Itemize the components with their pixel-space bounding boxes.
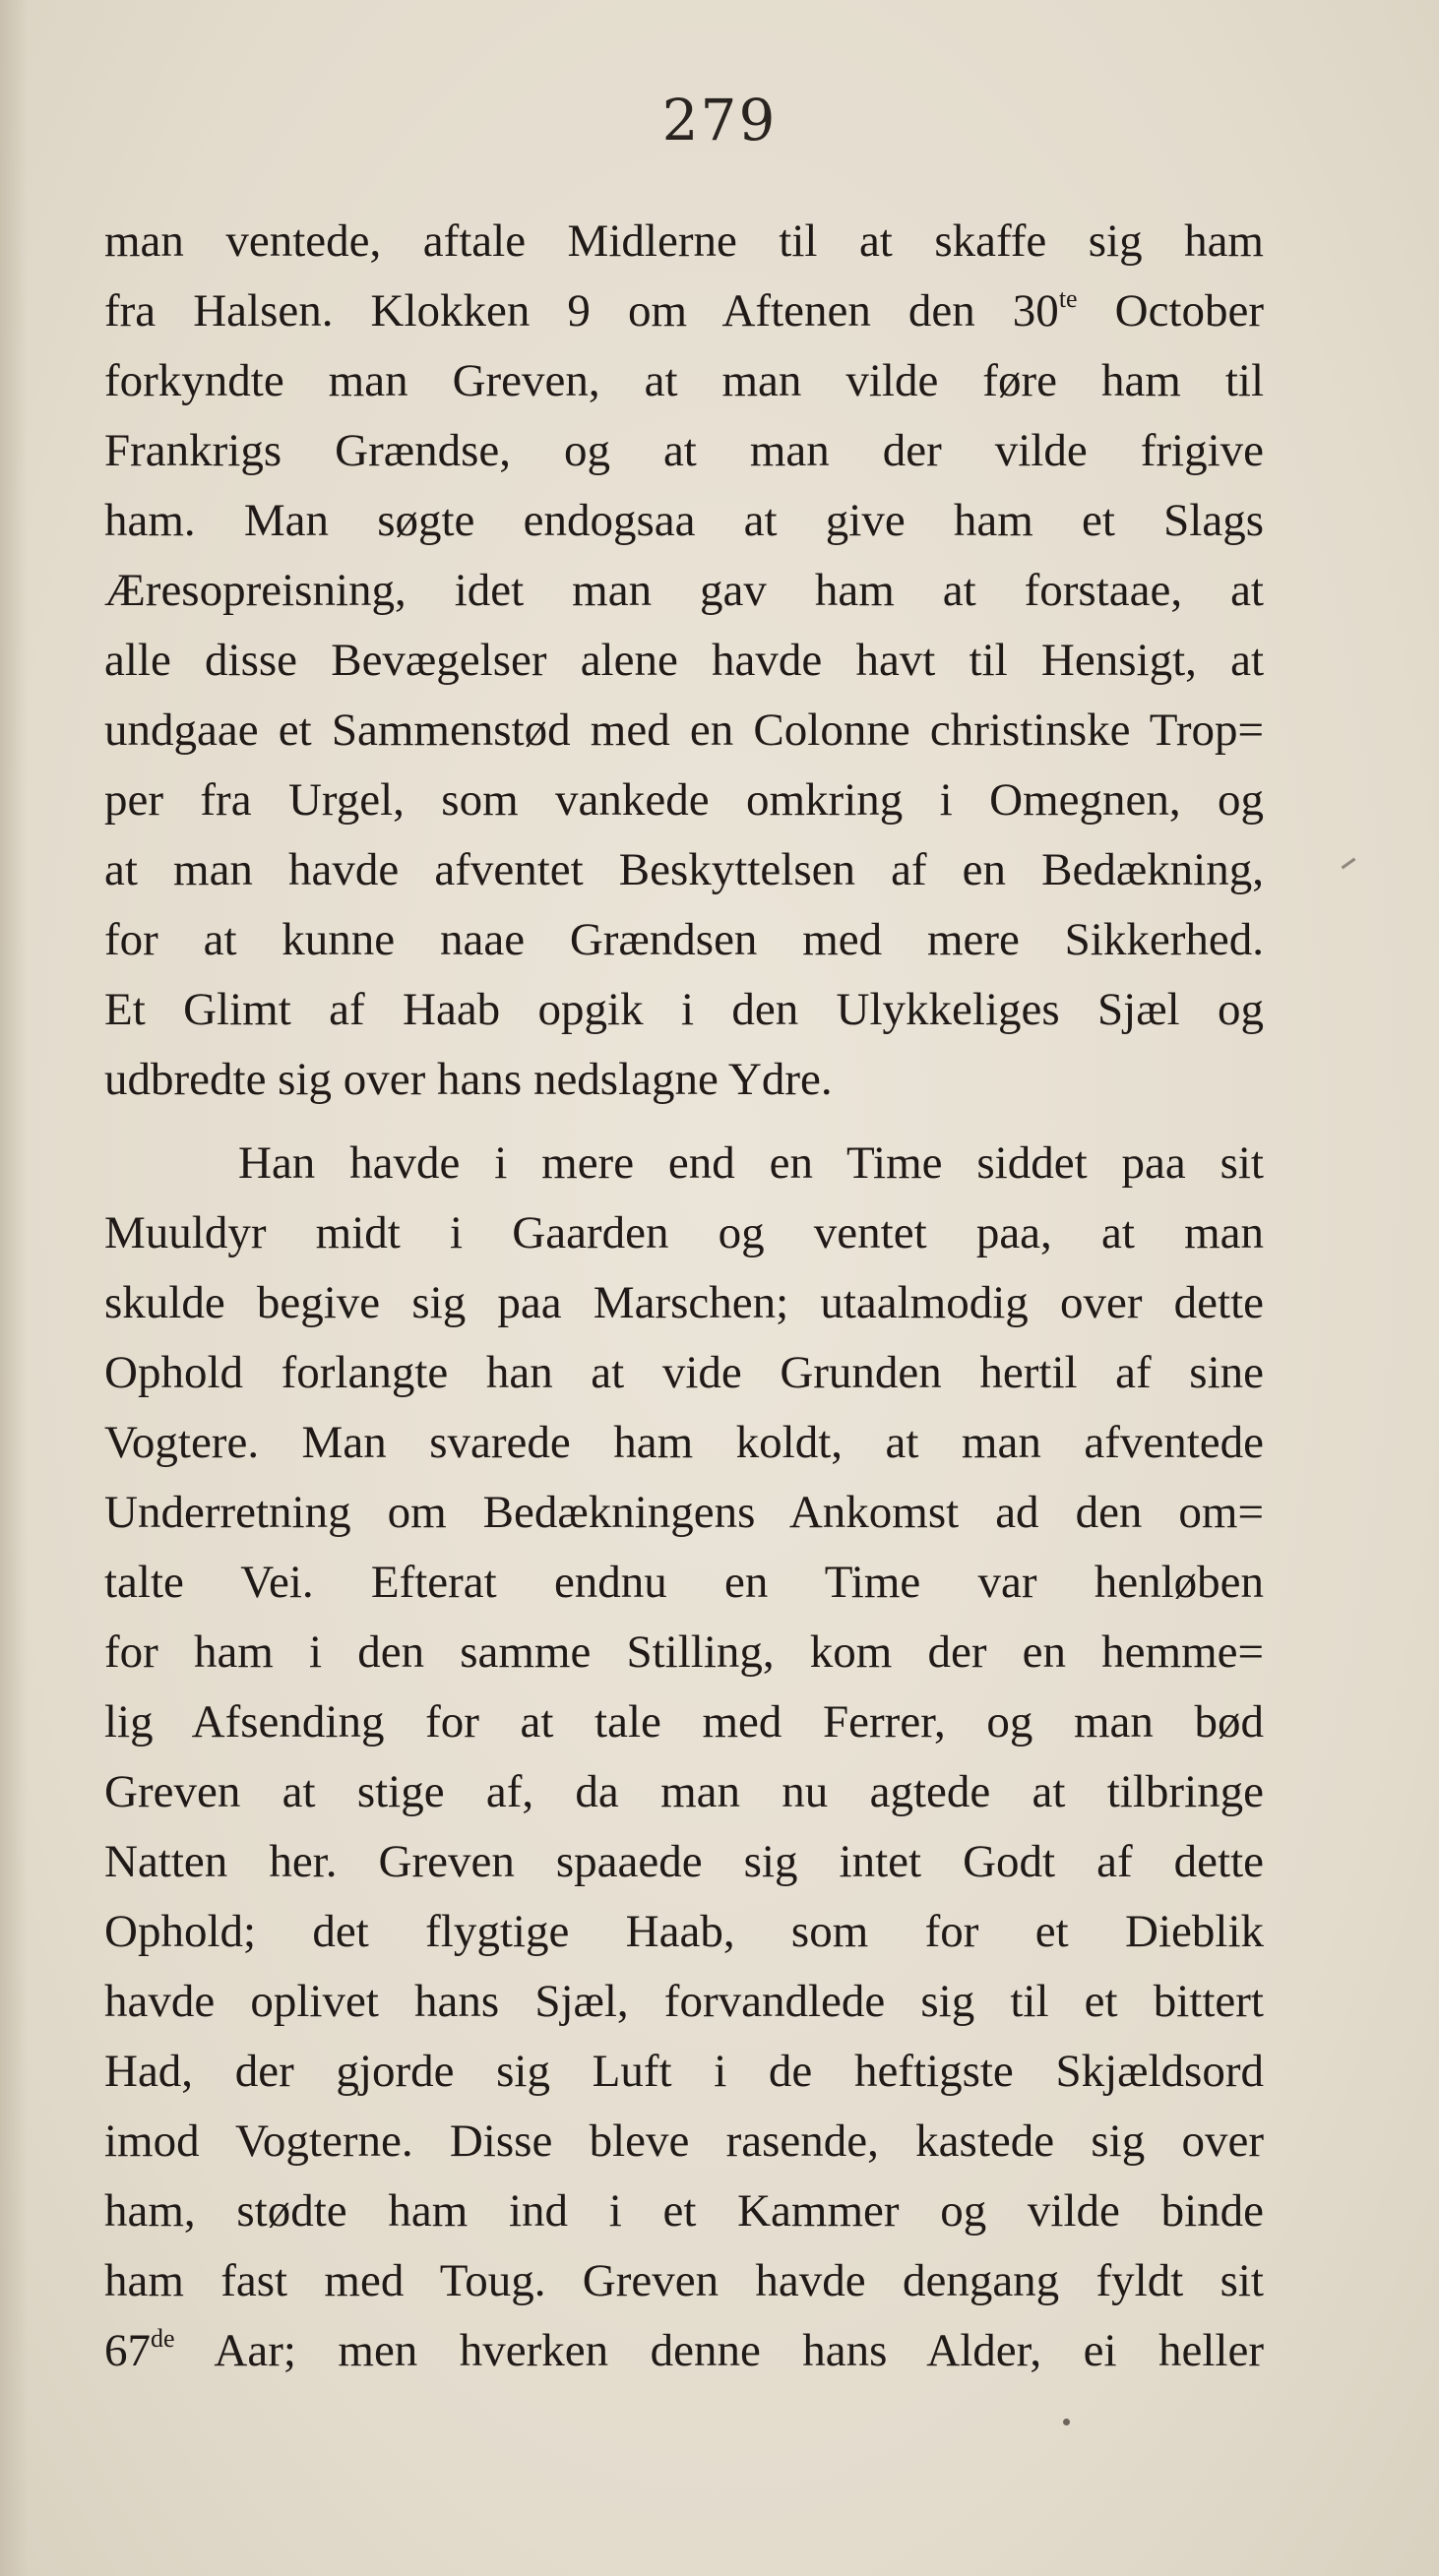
margin-mark [1342, 858, 1356, 870]
text-line: talte Vei. Efterat endnu en Time var henløben [104, 1557, 1264, 1608]
text-line: ham fast med Toug. Greven havde dengang fyldt sit [104, 2255, 1264, 2306]
text-line: Muuldyr midt i Gaarden og ventet paa, at man [104, 1207, 1264, 1258]
text-line: Natten her. Greven spaaede sig intet Godt af dette [104, 1836, 1264, 1887]
text-line: Ophold; det flygtige Haab, som for et Dieblik [104, 1906, 1264, 1957]
paragraph-gap [104, 1115, 1264, 1129]
paper-speck [1063, 2419, 1070, 2425]
text-line: undgaae et Sammenstød med en Colonne christinske Trop= [104, 705, 1264, 756]
text-line: Han havde i mere end en Time siddet paa sit [238, 1137, 1264, 1189]
text-line: ham. Man søgte endogsaa at give ham et Slags [104, 495, 1264, 546]
text-line: per fra Urgel, som vankede omkring i Omegnen, og [104, 774, 1264, 826]
text-line: Frankrigs Grændse, og at man der vilde frigive [104, 425, 1264, 476]
text-line: imod Vogterne. Disse bleve rasende, kastede sig over [104, 2116, 1264, 2167]
text-line: Had, der gjorde sig Luft i de heftigste Skjældsord [104, 2046, 1264, 2097]
text-line: alle disse Bevægelser alene havde havt til Hensigt, at [104, 635, 1264, 686]
text-line: udbredte sig over hans nedslagne Ydre. [104, 1054, 833, 1105]
text-line: at man havde afventet Beskyttelsen af en Bedækning, [104, 844, 1264, 895]
text-line: Æresopreisning, idet man gav ham at forstaae, at [104, 565, 1264, 616]
paragraph-2 [104, 1129, 1264, 2386]
paragraph-1 [104, 207, 1264, 1115]
text-line: Vogtere. Man svarede ham koldt, at man afventede [104, 1417, 1264, 1468]
text-line: man ventede, aftale Midlerne til at skaffe sig ham [104, 215, 1264, 267]
superscript: de [151, 2324, 175, 2354]
text-line: lig Afsending for at tale med Ferrer, og man bød [104, 1696, 1264, 1748]
text-line: fra Halsen. Klokken 9 om Aftenen den $30^{te}$ October [104, 284, 1264, 337]
page-number: 279 [661, 87, 778, 153]
superscript: te [1058, 284, 1078, 314]
text-line: skulde begive sig paa Marschen; utaalmodig over dette [104, 1277, 1264, 1328]
text-line: Underretning om Bedækningens Ankomst ad den om= [104, 1487, 1264, 1538]
text-line: Greven at stige af, da man nu agtede at tilbringe [104, 1766, 1264, 1817]
page-gutter-shadow [0, 0, 28, 2576]
text-line: havde oplivet hans Sjæl, forvandlede sig til et bittert [104, 1976, 1264, 2027]
text-line: 67de Aar; men hverken denne hans Alder, ei heller [104, 2324, 1264, 2376]
text-line: Ophold forlangte han at vide Grunden hertil af sine [104, 1347, 1264, 1398]
text-line: ham, stødte ham ind i et Kammer og vilde binde [104, 2185, 1264, 2237]
text-line: Et Glimt af Haab opgik i den Ulykkeliges Sjæl og [104, 984, 1264, 1035]
text-line: for at kunne naae Grændsen med mere Sikkerhed. [104, 914, 1264, 965]
text-line: for ham i den samme Stilling, kom der en hemme= [104, 1626, 1264, 1678]
text-line: forkyndte man Greven, at man vilde føre ham til [104, 355, 1264, 406]
body-text [104, 207, 1264, 2386]
